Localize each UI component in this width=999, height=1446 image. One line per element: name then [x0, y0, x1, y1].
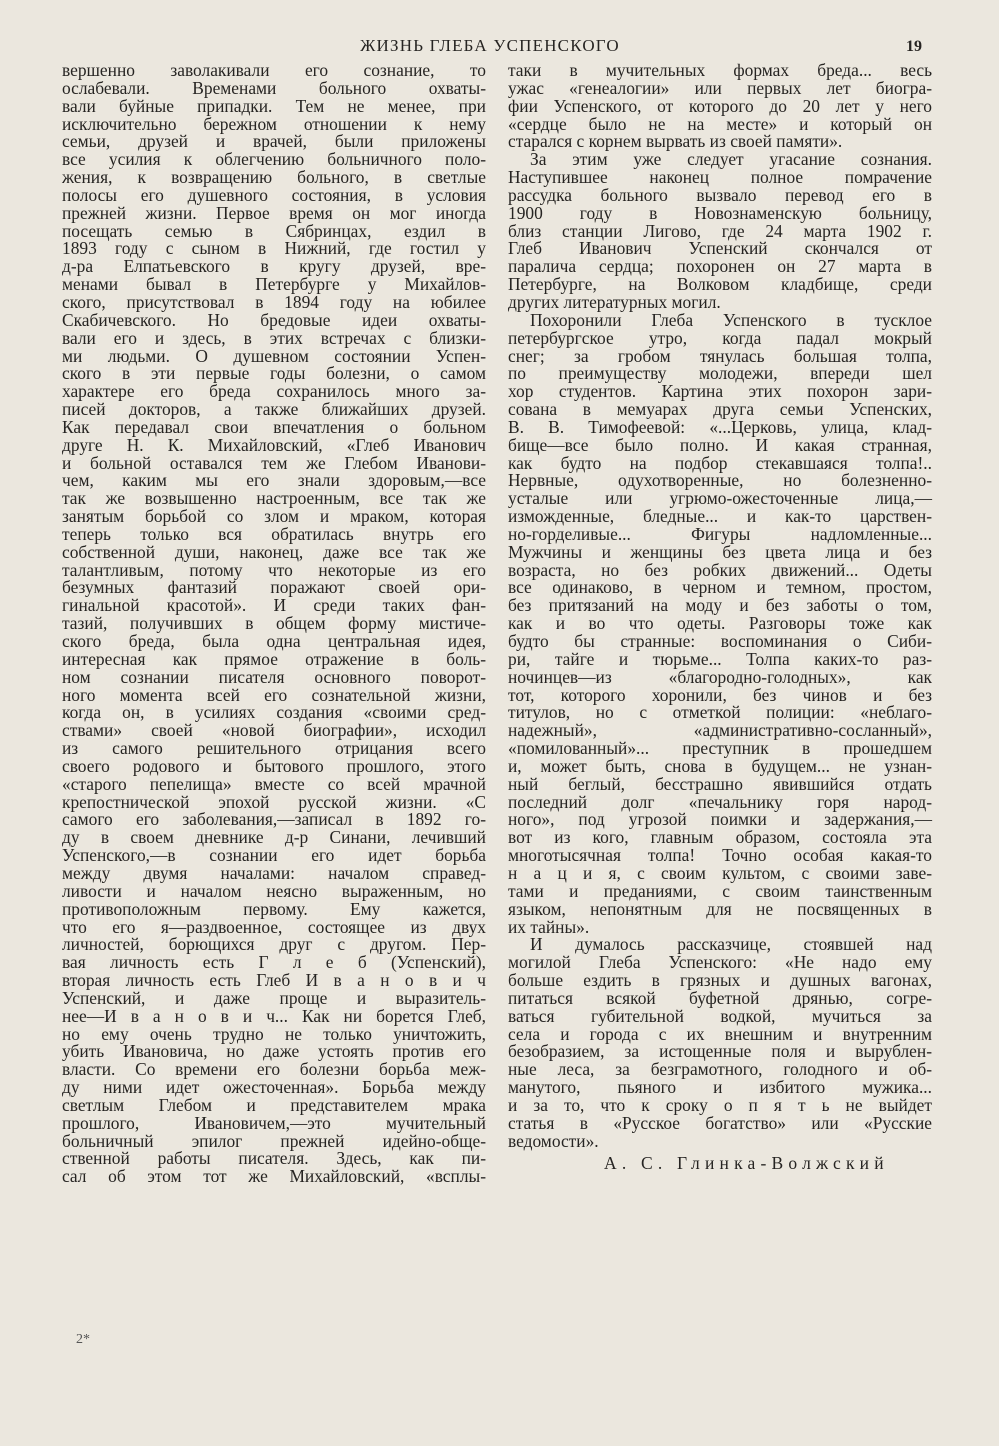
text-line: «сердце было не на месте» и который он — [508, 113, 932, 134]
text-line: крепостнической эпохой русской жизни. «С — [62, 791, 486, 812]
text-line: нее—И в а н о в и ч... Как ни борется Глеб, — [62, 1005, 486, 1026]
text-line: будто бы странные: воспоминания о Сиби- — [508, 631, 932, 651]
text-line: последний долг «печальнику горя народ- — [508, 791, 932, 812]
text-line: убить Ивановича, но даже устоять против его — [62, 1041, 486, 1062]
text-line: ду ними идет ожесточенная». Борьба между — [62, 1077, 486, 1098]
text-line: ночинцев—из «благородно-голодных», как — [508, 666, 932, 687]
text-line: хор студентов. Картина этих похорон зари- — [508, 381, 932, 402]
text-line: Мужчины и женщины без цвета лица и без — [508, 541, 932, 562]
text-line: когда он, в усилиях создания «своими сред- — [62, 702, 486, 723]
text-line: паралича сердца; похоронен он 27 марта в — [508, 256, 932, 277]
text-line: ливости и началом неясно выраженным, но — [62, 880, 486, 901]
text-line: исключительно бережном отношении к нему — [62, 113, 486, 134]
text-line: усталые или угрюмо-ожесточенные лица,— — [508, 488, 932, 509]
text-line: вершенно заволакивали его сознание, то — [62, 60, 486, 80]
text-line: рассудка больного вызвало перевод его в — [508, 184, 932, 205]
text-line: так же возвышенно настроенным, все так же — [62, 488, 486, 509]
text-line: тами и преданиями, с своим таинственным — [508, 880, 932, 901]
text-line: Похоронили Глеба Успенского в тусклое — [530, 309, 932, 330]
text-line: д-ра Елпатьевского в кругу друзей, вре- — [62, 256, 486, 277]
text-line: Наступившее наконец полное помрачение — [508, 167, 932, 188]
text-line: В. В. Тимофеевой: «...Церковь, улица, клад- — [508, 416, 932, 437]
text-line: теперь только вся обратилась внутрь его — [62, 523, 486, 544]
text-line: сована в мемуарах друга семьи Успенских, — [508, 399, 932, 420]
text-line: Скабичевского. Но бредовые идеи охваты- — [62, 309, 486, 330]
text-line: петербургское утро, когда падал мокрый — [508, 327, 932, 348]
text-line: Успенского,—в сознании его идет борьба — [62, 845, 486, 866]
text-line: фии Успенского, от которого до 20 лет у него — [508, 95, 932, 116]
text-line: больничный эпилог прежней идейно-обще- — [62, 1130, 486, 1151]
text-line: ственной работы писателя. Здесь, как пи- — [62, 1148, 486, 1169]
text-line: прошлого, Ивановичем,—это мучительный — [62, 1112, 486, 1133]
text-line: без притязаний на моду и без заботы о том, — [508, 595, 932, 616]
text-line: тот, которого хоронили, без чинов и без — [508, 684, 932, 705]
text-line: статья в «Русское богатство» или «Русские — [508, 1112, 932, 1133]
text-line: занятым борьбой со злом и мраком, которая — [62, 506, 486, 527]
text-line: самого его заболевания,—записал в 1892 го- — [62, 809, 486, 830]
text-line: Успенский, и даже проще и выразитель- — [62, 987, 486, 1008]
text-line: вот из кого, главным образом, состояла эта — [508, 827, 932, 848]
text-line: могилой Глеба Успенского: «Не надо ему — [508, 952, 932, 973]
signature-mark: 2* — [76, 1332, 90, 1347]
text-line: вали его и здесь, в этих встречах с близки- — [62, 327, 486, 348]
text-line: села и города с их внешним и внутренним — [508, 1023, 932, 1044]
author-signature: А. С. Глинка-Волжский — [604, 1153, 889, 1173]
text-line: чем, каким мы его знали здоровым,—все — [62, 470, 486, 491]
text-line: ного момента всей его сознательной жизни, — [62, 684, 486, 705]
text-line: За этим уже следует угасание сознания. — [530, 149, 932, 170]
text-column-left — [62, 62, 486, 1186]
text-line: жения, к возвращению больного, в светлые — [62, 167, 486, 188]
text-line: все одинаково, в черном и темном, простом, — [508, 577, 932, 598]
text-line: ствами» своей «новой биографии», исходил — [62, 720, 486, 741]
text-line: все усилия к облегчению больничного поло- — [62, 149, 486, 170]
text-line: сал об этом тот же Михайловский, «всплы- — [62, 1166, 486, 1187]
text-line: н а ц и я, с своим культом, с своими заве- — [508, 862, 932, 883]
text-line: языком, непонятным для не посвященных в — [508, 898, 932, 919]
text-line: друге Н. К. Михайловский, «Глеб Иванович — [62, 434, 486, 455]
text-line: титулов, но с отметкой полиции: «неблаго- — [508, 702, 932, 723]
text-line: снег; за гробом тянулась большая толпа, — [508, 345, 932, 366]
text-line: из самого решительного отрицания всего — [62, 738, 486, 759]
text-line: полосы его душевного состояния, в условия — [62, 184, 486, 205]
text-line: манутого, пьяного и избитого мужика... — [508, 1077, 932, 1098]
paragraph — [62, 62, 486, 1186]
text-line: Как передавал свои впечатления о больном — [62, 416, 486, 437]
text-line: Нервные, одухотворенные, но болезненно- — [508, 470, 932, 491]
text-line: светлым Глебом и представителем мрака — [62, 1094, 486, 1115]
text-line: противоположным первому. Ему кажется, — [62, 898, 486, 919]
text-line: ского, присутствовал в 1894 году на юбилее — [62, 291, 486, 312]
text-line: питаться всякой буфетной дрянью, согре- — [508, 987, 932, 1008]
running-title: ЖИЗНЬ ГЛЕБА УСПЕНСКОГО — [360, 36, 620, 55]
text-line: гинальной красотой». И среди таких фан- — [62, 595, 486, 616]
text-line: Петербурге, на Волковом кладбище, среди — [508, 274, 932, 295]
text-line: возраста, но без робких движений... Одеты — [508, 559, 932, 580]
page-number: 19 — [906, 38, 922, 55]
text-line: вали буйные припадки. Тем не менее, при — [62, 95, 486, 116]
text-line: И думалось рассказчице, стоявшей над — [530, 934, 932, 955]
text-line: больше ездить в грязных и душных вагонах, — [508, 970, 932, 991]
text-line: ужас «генеалогии» или первых лет биогра- — [508, 77, 932, 98]
text-line: «старого пепелища» вместе со всей мрачной — [62, 773, 486, 794]
text-line: и за то, что к сроку о п я т ь не выйдет — [508, 1094, 932, 1115]
text-line: власти. Со времени его болезни борьба меж- — [62, 1059, 486, 1080]
text-line: но ему очень трудно не только уничтожить, — [62, 1023, 486, 1044]
text-line: ного», под угрозой поимки и задержания,— — [508, 809, 932, 830]
text-line: менами бывал в Петербурге у Михайлов- — [62, 274, 486, 295]
text-line: ослабевали. Временами больного охваты- — [62, 77, 486, 98]
text-line: многотысячная толпа! Точно особая какая-то — [508, 845, 932, 866]
text-line: вторая личность есть Глеб И в а н о в и ч — [62, 970, 486, 991]
paragraph — [508, 62, 932, 151]
text-line: прежней жизни. Первое время он мог иногда — [62, 202, 486, 223]
text-line: изможденные, бледные... и как-то царствен- — [508, 506, 932, 527]
text-line: 1900 году в Новознаменскую больницу, — [508, 202, 932, 223]
text-line: старался с корнем вырвать из своей памяти». — [508, 131, 843, 152]
text-line: интересная как прямое отражение в боль- — [62, 648, 486, 669]
text-line: и, может быть, снова в будущем... не узнан- — [508, 755, 932, 776]
text-line: близ станции Лигово, где 24 марта 1902 г. — [508, 220, 932, 241]
text-line: бище—все было полно. И какая странная, — [508, 434, 932, 455]
text-line: ри, тайге и тюрьме... Толпа каких-то раз- — [508, 648, 932, 669]
text-line: безобразием, за истощенные поля и вырублен- — [508, 1041, 932, 1062]
text-line: как и во что одеты. Разговоры тоже как — [508, 613, 932, 634]
paragraph — [508, 309, 932, 937]
text-line: ные леса, за безграмотного, голодного и об- — [508, 1059, 932, 1080]
text-line: ваться губительной водкой, мучиться за — [508, 1005, 932, 1026]
text-line: 1893 году с сыном в Нижний, где гостил у — [62, 238, 486, 259]
text-line: талантливым, потому что некоторые из его — [62, 559, 486, 580]
text-line: таки в мучительных формах бреда... весь — [508, 60, 932, 80]
text-line: и больной оставался тем же Глебом Иванови- — [62, 452, 486, 473]
text-line: ном сознании писателя основного поворот- — [62, 666, 486, 687]
paragraph — [508, 936, 932, 1150]
text-line: характере его бреда сохранилось много за- — [62, 381, 486, 402]
text-line: личностей, борющихся друг с другом. Пер- — [62, 934, 486, 955]
text-line: безумных фантазий поражают своей ори- — [62, 577, 486, 598]
text-line: надежный», «административно-сосланный», — [508, 720, 932, 741]
text-column-right — [508, 62, 932, 1150]
text-line: по преимуществу молодежи, впереди шел — [508, 363, 932, 384]
text-line: ведомости». — [508, 1130, 599, 1151]
text-line: ный беглый, бесстрашно явившийся отдать — [508, 773, 932, 794]
running-header — [0, 36, 999, 60]
text-line: ми людьми. О душевном состоянии Успен- — [62, 345, 486, 366]
text-line: «помилованный»... преступник в прошедшем — [508, 738, 932, 759]
text-line: посещать семью в Сябринцах, ездил в — [62, 220, 486, 241]
text-line: ду в своем дневнике д-р Синани, лечивший — [62, 827, 486, 848]
text-line: писей докторов, а также ближайших друзей. — [62, 399, 486, 420]
text-line: но-горделивые... Фигуры надломленные... — [508, 523, 932, 544]
text-line: как будто на подбор стекавшаяся толпа!.. — [508, 452, 932, 473]
text-line: вая личность есть Г л е б (Успенский), — [62, 952, 486, 973]
paragraph — [508, 151, 932, 312]
text-line: семьи, друзей и врачей, были приложены — [62, 131, 486, 152]
text-line: что его я—раздвоенное, состоящее из двух — [62, 916, 486, 937]
text-line: ского бреда, была одна центральная идея, — [62, 631, 486, 651]
text-line: их тайны». — [508, 916, 590, 937]
text-line: своего родового и бытового прошлого, этого — [62, 755, 486, 776]
text-line: между двумя началами: началом справед- — [62, 862, 486, 883]
text-line: собственной души, наконец, даже все так же — [62, 541, 486, 562]
text-line: других литературных могил. — [508, 291, 721, 312]
text-line: Глеб Иванович Успенский скончался от — [508, 238, 932, 259]
text-line: ского в эти первые годы болезни, о самом — [62, 363, 486, 384]
text-line: тазий, получивших в общем форму мистиче- — [62, 613, 486, 634]
